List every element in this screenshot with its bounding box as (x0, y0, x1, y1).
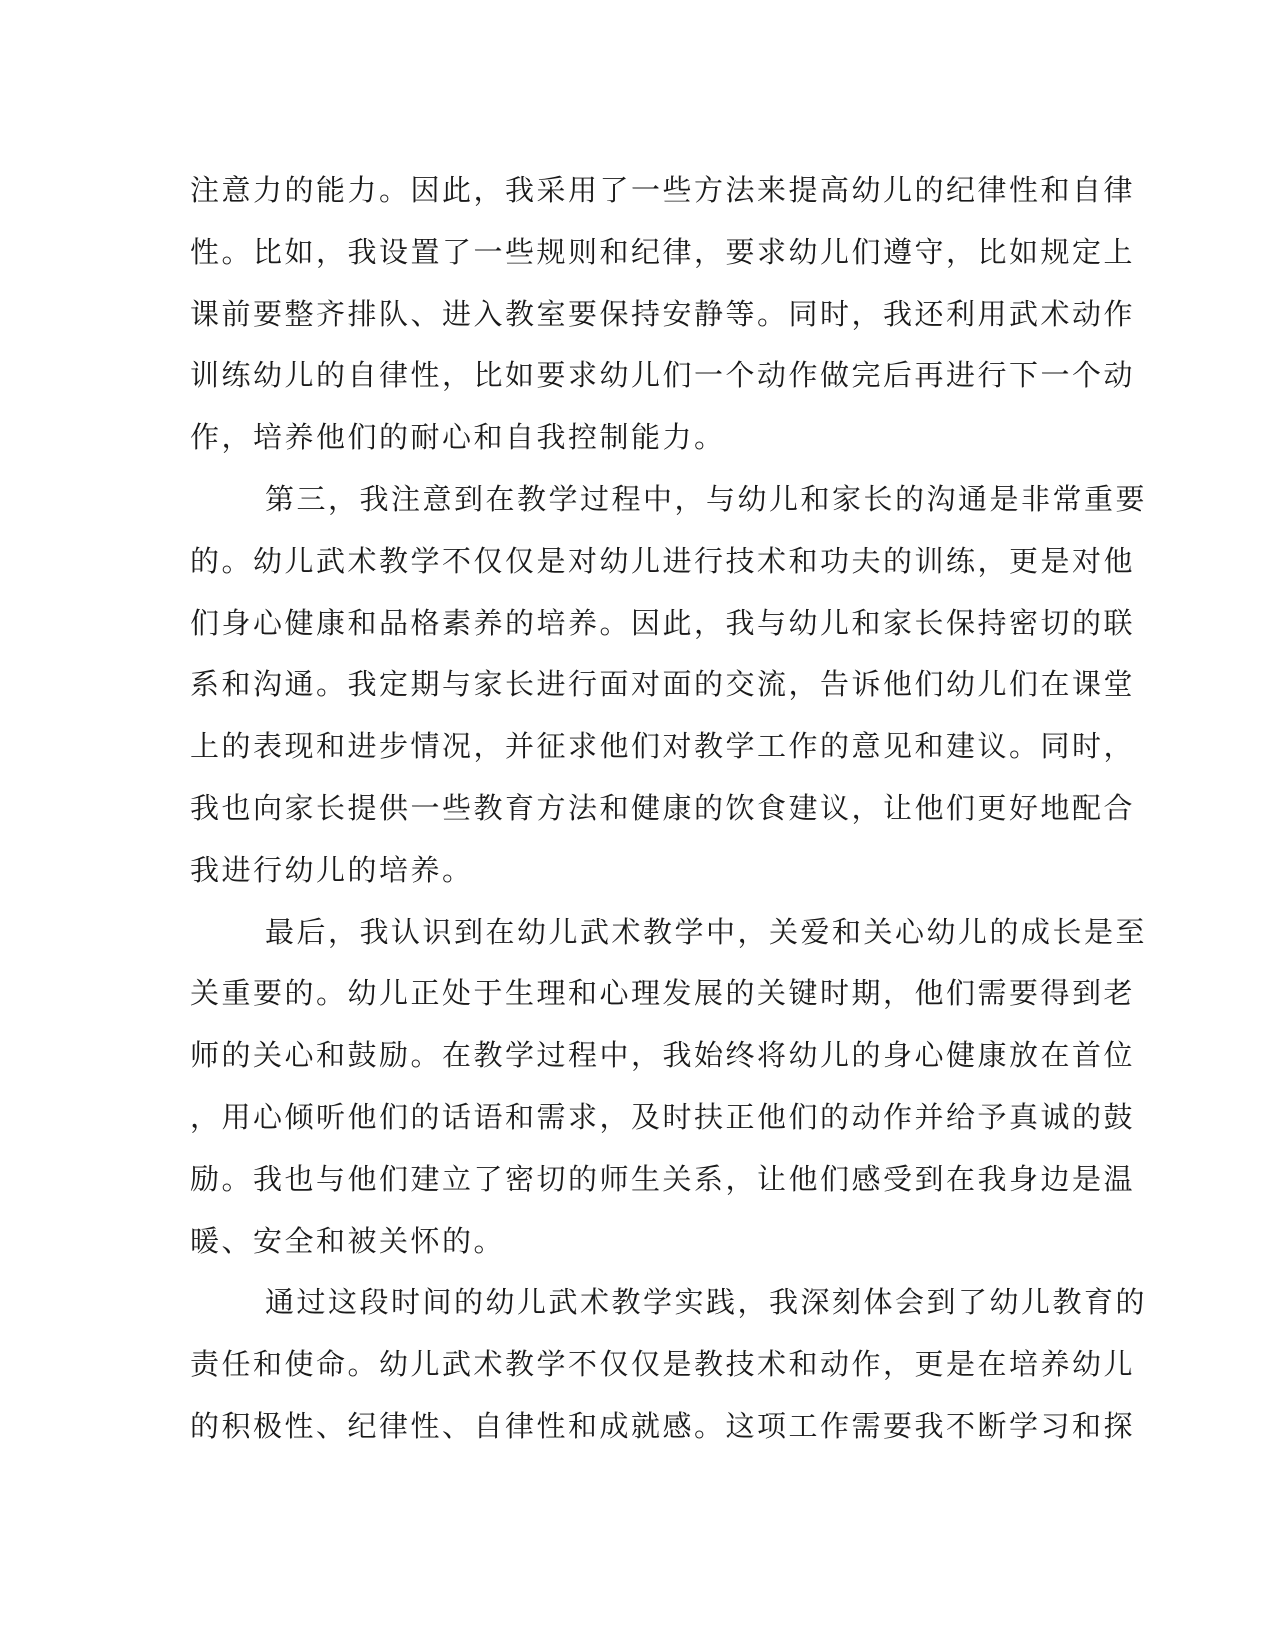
text-line: 励。我也与他们建立了密切的师生关系，让他们感受到在我身边是温 (190, 1161, 1136, 1196)
text-line: 性。比如，我设置了一些规则和纪律，要求幼儿们遵守，比如规定上 (190, 234, 1136, 269)
text-line: 师的关心和鼓励。在教学过程中，我始终将幼儿的身心健康放在首位 (190, 1038, 1136, 1073)
paragraph-start-line: 通过这段时间的幼儿武术教学实践，我深刻体会到了幼儿教育的 (265, 1285, 1148, 1320)
body-text (190, 160, 1148, 1458)
text-line: 的积极性、纪律性、自律性和成就感。这项工作需要我不断学习和探 (190, 1408, 1136, 1443)
text-line: 的。幼儿武术教学不仅仅是对幼儿进行技术和功夫的训练，更是对他 (190, 543, 1136, 578)
paragraph-start-line: 最后，我认识到在幼儿武术教学中，关爱和关心幼儿的成长是至 (265, 914, 1148, 949)
text-line: 上的表现和进步情况，并征求他们对教学工作的意见和建议。同时， (190, 729, 1136, 764)
text-line: 课前要整齐排队、进入教室要保持安静等。同时，我还利用武术动作 (190, 296, 1136, 331)
text-line: 系和沟通。我定期与家长进行面对面的交流，告诉他们幼儿们在课堂 (190, 667, 1136, 702)
text-line: 我也向家长提供一些教育方法和健康的饮食建议，让他们更好地配合 (190, 790, 1136, 825)
text-line: ，用心倾听他们的话语和需求，及时扶正他们的动作并给予真诚的鼓 (190, 1099, 1136, 1134)
text-line: 训练幼儿的自律性，比如要求幼儿们一个动作做完后再进行下一个动 (190, 358, 1136, 393)
text-line: 关重要的。幼儿正处于生理和心理发展的关键时期，他们需要得到老 (190, 976, 1136, 1011)
text-line: 注意力的能力。因此，我采用了一些方法来提高幼儿的纪律性和自律 (190, 173, 1136, 207)
paragraph-start-line: 第三，我注意到在教学过程中，与幼儿和家长的沟通是非常重要 (265, 481, 1148, 516)
text-line: 责任和使命。幼儿武术教学不仅仅是教技术和动作，更是在培养幼儿 (190, 1347, 1136, 1382)
text-line: 我进行幼儿的培养。 (190, 852, 474, 887)
text-line: 们身心健康和品格素养的培养。因此，我与幼儿和家长保持密切的联 (190, 605, 1136, 640)
text-line: 暖、安全和被关怀的。 (190, 1223, 506, 1258)
text-line: 作，培养他们的耐心和自我控制能力。 (190, 420, 726, 455)
